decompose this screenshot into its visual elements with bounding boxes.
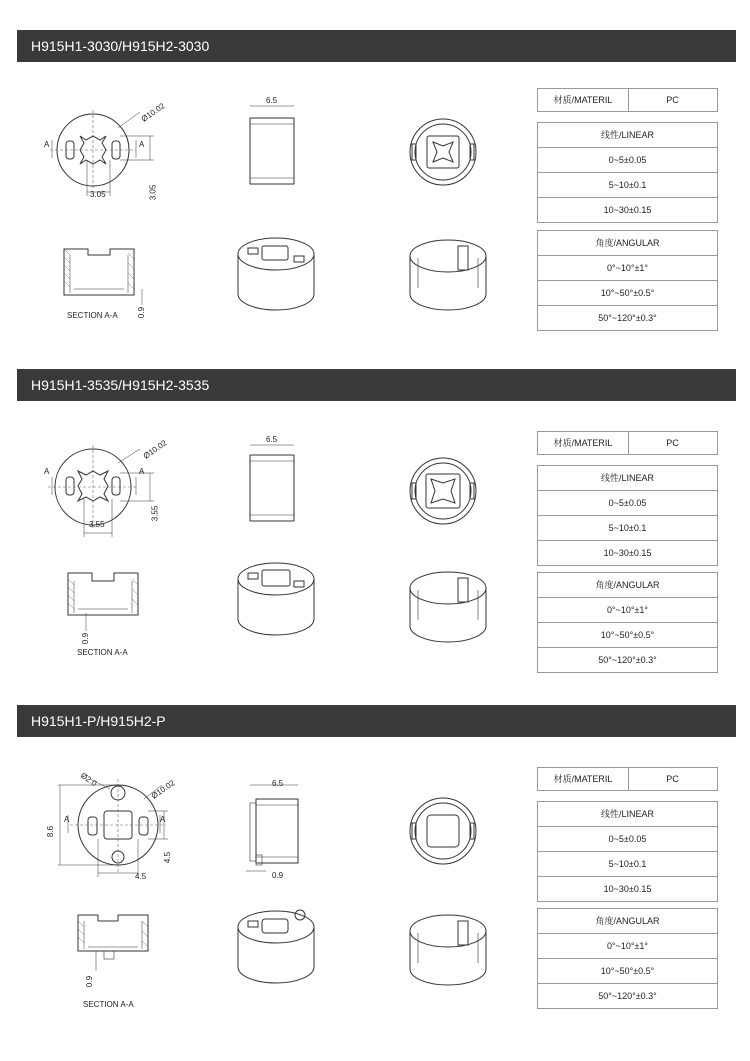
linear-tolerance-table — [537, 801, 718, 902]
section-caption: SECTION A-A — [77, 648, 128, 657]
diameter-label: Ø10.02 — [149, 778, 177, 801]
angular-header: 角度/ANGULAR — [538, 573, 717, 598]
height-label: 3.05 — [148, 184, 158, 201]
linear-header: 线性/LINEAR — [538, 466, 717, 491]
section-depth-label: 0.9 — [137, 306, 147, 319]
linear-header: 线性/LINEAR — [538, 802, 717, 827]
outer-height-label: 8.6 — [46, 825, 56, 838]
linear-row: 5~10±0.1 — [538, 852, 717, 877]
section-mark-right: A — [139, 140, 145, 149]
linear-row: 10~30±0.15 — [603, 884, 652, 894]
material-label: 材质/MATERIL — [538, 89, 629, 111]
material-row — [537, 431, 718, 455]
section-caption: SECTION A-A — [83, 1000, 134, 1009]
linear-row: 10~30±0.15 — [603, 205, 652, 215]
top-view-drawing — [40, 439, 160, 549]
section-mark-right: A — [139, 467, 145, 476]
width-label: 3.55 — [89, 520, 105, 529]
angular-tolerance-table — [537, 908, 718, 1009]
side-pin-height-label: 0.9 — [272, 871, 284, 880]
section-title: H915H1-3535/H915H2-3535 — [31, 377, 210, 393]
material-row — [537, 767, 718, 791]
height-label: 3.55 — [150, 505, 160, 522]
angular-row: 0°~10°±1° — [538, 934, 717, 959]
pin-diameter-label: Ø2.0 — [78, 770, 99, 789]
side-width-label: 6.5 — [266, 435, 278, 444]
angular-header: 角度/ANGULAR — [538, 909, 717, 934]
material-value: PC — [666, 774, 679, 784]
angular-row: 0°~10°±1° — [538, 256, 717, 281]
linear-tolerance-table — [537, 465, 718, 566]
section-mark-left: A — [44, 467, 50, 476]
front-view-drawing — [405, 791, 485, 871]
front-view-drawing — [405, 451, 485, 531]
front-view-drawing — [405, 112, 485, 192]
linear-row: 0~5±0.05 — [538, 491, 717, 516]
linear-row: 10~30±0.15 — [603, 548, 652, 558]
iso-view-top-drawing — [232, 232, 322, 317]
section-caption: SECTION A-A — [67, 311, 118, 320]
angular-row: 10°~50°±0.5° — [538, 623, 717, 648]
linear-row: 5~10±0.1 — [538, 173, 717, 198]
section-depth-label: 0.9 — [81, 632, 91, 645]
angular-header: 角度/ANGULAR — [538, 231, 717, 256]
angular-row: 50°~120°±0.3° — [598, 991, 657, 1001]
section-mark-left: A — [44, 140, 50, 149]
height-label: 4.5 — [163, 851, 173, 864]
iso-view-bottom-drawing — [404, 907, 494, 992]
angular-row: 10°~50°±0.5° — [538, 959, 717, 984]
section-view-drawing — [60, 245, 150, 315]
section-depth-label: 0.9 — [85, 975, 95, 988]
top-view-drawing — [40, 770, 173, 883]
linear-tolerance-table — [537, 122, 718, 223]
section-mark-right: A — [160, 815, 166, 824]
iso-view-top-drawing — [232, 557, 322, 642]
angular-tolerance-table — [537, 572, 718, 673]
side-view-drawing — [246, 775, 306, 875]
section-mark-left: A — [64, 815, 70, 824]
side-width-label: 6.5 — [272, 779, 284, 788]
section-title: H915H1-3030/H915H2-3030 — [31, 38, 210, 54]
diameter-label: Ø10.02 — [141, 438, 169, 461]
material-value: PC — [666, 438, 679, 448]
angular-row: 10°~50°±0.5° — [538, 281, 717, 306]
material-row — [537, 88, 718, 112]
angular-tolerance-table — [537, 230, 718, 331]
material-label: 材质/MATERIL — [538, 768, 629, 790]
width-label: 3.05 — [90, 190, 106, 199]
angular-row: 50°~120°±0.3° — [598, 655, 657, 665]
linear-row: 5~10±0.1 — [538, 516, 717, 541]
iso-view-bottom-drawing — [404, 564, 494, 649]
iso-view-top-drawing — [232, 905, 322, 990]
section-title: H915H1-P/H915H2-P — [31, 713, 166, 729]
side-view-drawing — [246, 439, 306, 529]
section-title-bar — [17, 369, 736, 401]
material-label: 材质/MATERIL — [538, 432, 629, 454]
section-title-bar — [17, 30, 736, 62]
section-view-drawing — [64, 569, 154, 649]
width-label: 4.5 — [135, 872, 147, 881]
side-width-label: 6.5 — [266, 96, 278, 105]
diameter-label: Ø10.02 — [139, 101, 167, 124]
side-view-drawing — [246, 100, 306, 190]
linear-row: 0~5±0.05 — [538, 827, 717, 852]
angular-row: 0°~10°±1° — [538, 598, 717, 623]
iso-view-bottom-drawing — [404, 232, 494, 317]
linear-row: 0~5±0.05 — [538, 148, 717, 173]
section-title-bar — [17, 705, 736, 737]
angular-row: 50°~120°±0.3° — [598, 313, 657, 323]
linear-header: 线性/LINEAR — [538, 123, 717, 148]
material-value: PC — [666, 95, 679, 105]
